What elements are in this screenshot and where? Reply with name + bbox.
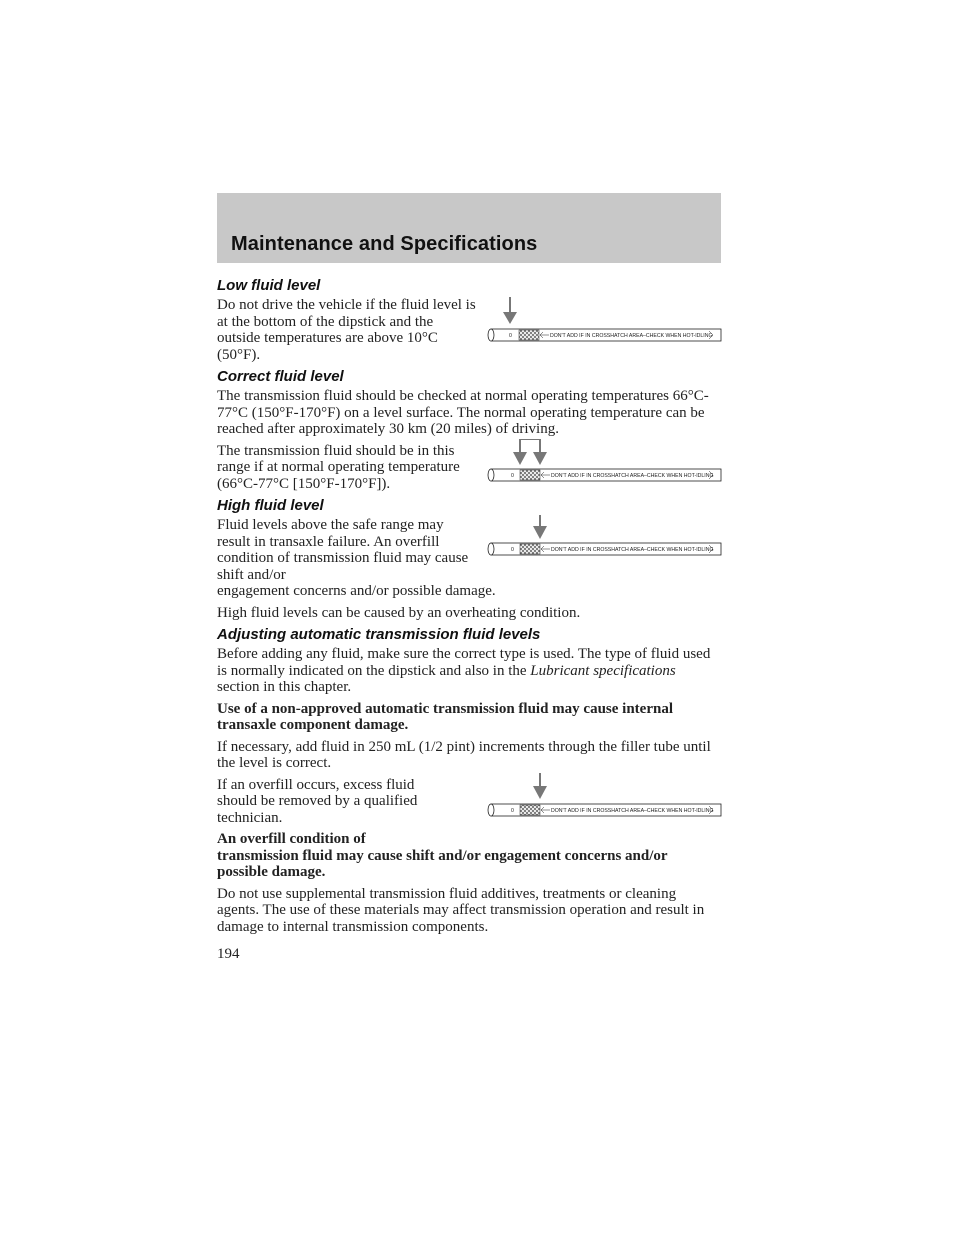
overfill-warning (217, 831, 721, 881)
dipstick-end-mark: 0 (511, 472, 514, 479)
correct-fluid-text: The transmission fluid should be checked at normal operating temperatures 66°C-77°C (150°F-170°F) on a level surface. The normal operating temperature can be reached after approximately 30 km (20 miles) of driving. (217, 388, 709, 437)
non-approved-fluid-warning: Use of a non-approved automatic transmission fluid may cause internal transaxle component damage. (217, 700, 673, 733)
page-content (217, 277, 721, 963)
dipstick-overfill-figure (487, 773, 723, 823)
low-fluid-heading: Low fluid level (217, 277, 321, 294)
dipstick-label: DON'T ADD IF IN CROSSHATCH AREA–CHECK WHEN HOT-IDLING (550, 333, 713, 339)
correct-range-text: The transmission fluid should be in this range if at normal operating temperature (66°C-77°C [150°F-170°F]). (217, 442, 460, 492)
dipstick-end-mark: 0 (511, 547, 514, 553)
page-title: Maintenance and Specifications (231, 233, 538, 255)
fluid-type-text (217, 646, 721, 696)
lubricant-specifications-reference: Lubricant specifications (530, 662, 676, 679)
dipstick-end-mark: 0 (509, 333, 512, 339)
add-fluid-text: If necessary, add fluid in 250 mL (1/2 pint) increments through the filler tube until the level is correct. (217, 738, 711, 771)
overfill-warning-line1: An overfill condition of (217, 831, 366, 847)
level-arrow-icon (533, 773, 547, 799)
correct-fluid-row (217, 443, 721, 498)
high-fluid-text-a: Fluid levels above the safe range may result in transaxle failure. An overfill condition of transmission fluid may cause shift and/or (217, 517, 469, 583)
dipstick-high-figure (487, 515, 723, 565)
dipstick-low-figure (487, 297, 723, 347)
overfill-text: If an overfill occurs, excess fluid should be removed by a qualified technician. (217, 776, 418, 826)
level-arrow-icon (503, 297, 517, 324)
level-arrow-icon (533, 515, 547, 539)
dipstick-label: DON'T ADD IF IN CROSSHATCH AREA–CHECK WHEN HOT-IDLING (551, 472, 714, 479)
high-fluid-row (217, 517, 721, 583)
section-header (217, 193, 721, 263)
low-fluid-text: Do not drive the vehicle if the fluid level is at the bottom of the dipstick and the outside temperatures are above 10°C (50°F). (217, 297, 476, 363)
page-number: 194 (217, 946, 240, 962)
overheating-text: High fluid levels can be caused by an overheating condition. (217, 604, 581, 621)
dipstick-icon (488, 469, 721, 481)
additives-text: Do not use supplemental transmission fluid additives, treatments or cleaning agents. The use of these materials may affect transmission operation and result in damage to internal transmission components. (217, 885, 705, 935)
high-fluid-heading: High fluid level (217, 497, 324, 514)
dipstick-icon (488, 543, 721, 555)
dipstick-label: DON'T ADD IF IN CROSSHATCH AREA–CHECK WHEN HOT-IDLING (551, 807, 714, 814)
dipstick-icon (488, 804, 721, 816)
fluid-type-text-pre: Before adding any fluid, make sure the correct type is used. The type of fluid used is normally indicated on the dipstick and also in the (217, 646, 711, 679)
overfill-warning-line2: transmission fluid may cause shift and/or engagement concerns and/or possible damage. (217, 847, 668, 880)
dipstick-label: DON'T ADD IF IN CROSSHATCH AREA–CHECK WHEN HOT-IDLING (551, 547, 714, 553)
dipstick-icon (488, 329, 721, 341)
range-bracket-icon (513, 439, 547, 465)
adjusting-heading: Adjusting automatic transmission fluid levels (217, 626, 541, 643)
dipstick-end-mark: 0 (511, 807, 514, 814)
fluid-type-text-post: section in this chapter. (217, 679, 352, 695)
overfill-row (217, 777, 721, 832)
dipstick-correct-figure (487, 439, 723, 489)
low-fluid-row (217, 297, 721, 368)
high-fluid-text-b: engagement concerns and/or possible damage. (217, 583, 496, 599)
correct-fluid-heading: Correct fluid level (217, 368, 344, 385)
